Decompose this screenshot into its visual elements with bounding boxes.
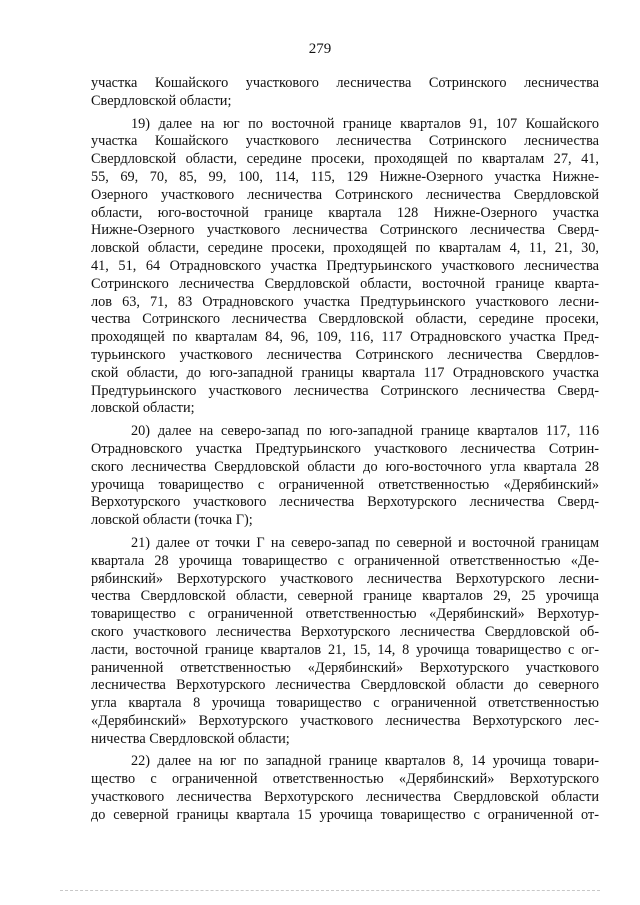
text-line: 55, 69, 70, 85, 99, 100, 114, 115, 129 Нижне-Озерного участка Нижне- bbox=[91, 168, 599, 185]
text-line: 41, 51, 64 Отрадновского участка Предтурьинского участкового лесничества bbox=[91, 257, 599, 274]
text-line: Свердловской области; bbox=[91, 92, 232, 109]
text-line: товарищество с ограниченной ответственностью «Дерябинский» Верхотур- bbox=[91, 606, 599, 623]
text-line: турьинского участкового лесничества Сотринского лесничества Свердлов- bbox=[91, 346, 599, 363]
text-line: ского участкового лесничества Верхотурского лесничества Свердловской об- bbox=[91, 623, 599, 640]
text-line: Озерного участкового лесничества Сотринского лесничества Свердловской bbox=[91, 186, 599, 203]
text-line: 19) далее на юг по восточной границе кварталов 91, 107 Кошайского bbox=[131, 115, 599, 132]
paragraph-continuation bbox=[91, 75, 599, 111]
text-line: Свердловской области, середине просеки, проходящей по кварталам 27, 41, bbox=[91, 151, 599, 168]
text-line: Предтурьинского участкового лесничества Сотринского лесничества Сверд- bbox=[91, 382, 599, 399]
text-line: лесничества Верхотурского лесничества Свердловской области до северного bbox=[91, 677, 599, 694]
text-line: ловской области; bbox=[91, 400, 195, 417]
text-line: «Дерябинский» Верхотурского участкового лесничества Верхотурского лес- bbox=[91, 712, 599, 729]
text-line: чества Свердловской области, северной границе кварталов 29, 25 урочища bbox=[91, 588, 599, 605]
text-line: Отрадновского участка Предтурьинского участкового лесничества Сотрин- bbox=[91, 440, 599, 457]
text-line: участкового лесничества Верхотурского лесничества Свердловской области bbox=[91, 789, 599, 806]
text-line: 20) далее на северо-запад по юго-западной границе кварталов 117, 116 bbox=[131, 423, 599, 440]
text-line: ского лесничества Свердловской области до юго-восточного угла квартала 28 bbox=[91, 458, 599, 475]
text-line: 22) далее на юг по западной границе кварталов 8, 14 урочища товари- bbox=[131, 753, 599, 770]
text-line: ничества Свердловской области; bbox=[91, 730, 290, 747]
text-line: щество с ограниченной ответственностью «Дерябинский» Верхотурского bbox=[91, 771, 599, 788]
text-line: квартала 28 урочища товарищество с ограниченной ответственностью «Де- bbox=[91, 552, 599, 569]
scan-edge-mark bbox=[60, 890, 600, 892]
text-line: области, юго-восточной границе квартала 128 Нижне-Озерного участка bbox=[91, 204, 599, 221]
paragraph-item-19 bbox=[91, 116, 599, 419]
text-line: раниченной ответственностью «Дерябинский» Верхотурского участкового bbox=[91, 659, 599, 676]
text-line: Верхотурского участкового лесничества Верхотурского лесничества Сверд- bbox=[91, 494, 599, 511]
text-line: проходящей по кварталам 84, 96, 109, 116, 117 Отрадновского участка Пред- bbox=[91, 329, 599, 346]
paragraph-item-20 bbox=[91, 423, 599, 530]
text-line: Нижне-Озерного участкового лесничества Сотринского лесничества Сверд- bbox=[91, 222, 599, 239]
text-line: участка Кошайского участкового лесничества Сотринского лесничества bbox=[91, 75, 599, 91]
document-body bbox=[91, 75, 599, 830]
text-line: ской области, до юго-западной границы квартала 117 Отрадновского участка bbox=[91, 364, 599, 381]
text-line: Сотринского лесничества Свердловской области, восточной границе кварта- bbox=[91, 275, 599, 292]
text-line: ласти, восточной границе кварталов 21, 15, 14, 8 урочища товарищество с ог- bbox=[91, 641, 599, 658]
text-line: чества Сотринского лесничества Свердловской области, середине просеки, bbox=[91, 311, 599, 328]
text-line: участка Кошайского участкового лесничества Сотринского лесничества bbox=[91, 133, 599, 150]
text-line: лов 63, 71, 83 Отрадновского участка Предтурьинского участкового лесни- bbox=[91, 293, 599, 310]
text-line: рябинский» Верхотурского участкового лесничества Верхотурского лесни- bbox=[91, 570, 599, 587]
text-line: угла квартала 8 урочища товарищество с ограниченной ответственностью bbox=[91, 695, 599, 712]
text-line: ловской области (точка Г); bbox=[91, 512, 253, 529]
text-line: урочища товарищество с ограниченной ответственностью «Дерябинский» bbox=[91, 476, 599, 493]
text-line: до северной границы квартала 15 урочища товарищество с ограниченной от- bbox=[91, 806, 599, 823]
text-line: 21) далее от точки Г на северо-запад по северной и восточной границам bbox=[131, 534, 599, 551]
page-number: 279 bbox=[308, 41, 332, 57]
text-line: ловской области, середине просеки, проходящей по кварталам 4, 11, 21, 30, bbox=[91, 240, 599, 257]
paragraph-item-21 bbox=[91, 535, 599, 749]
paragraph-item-22 bbox=[91, 753, 599, 824]
